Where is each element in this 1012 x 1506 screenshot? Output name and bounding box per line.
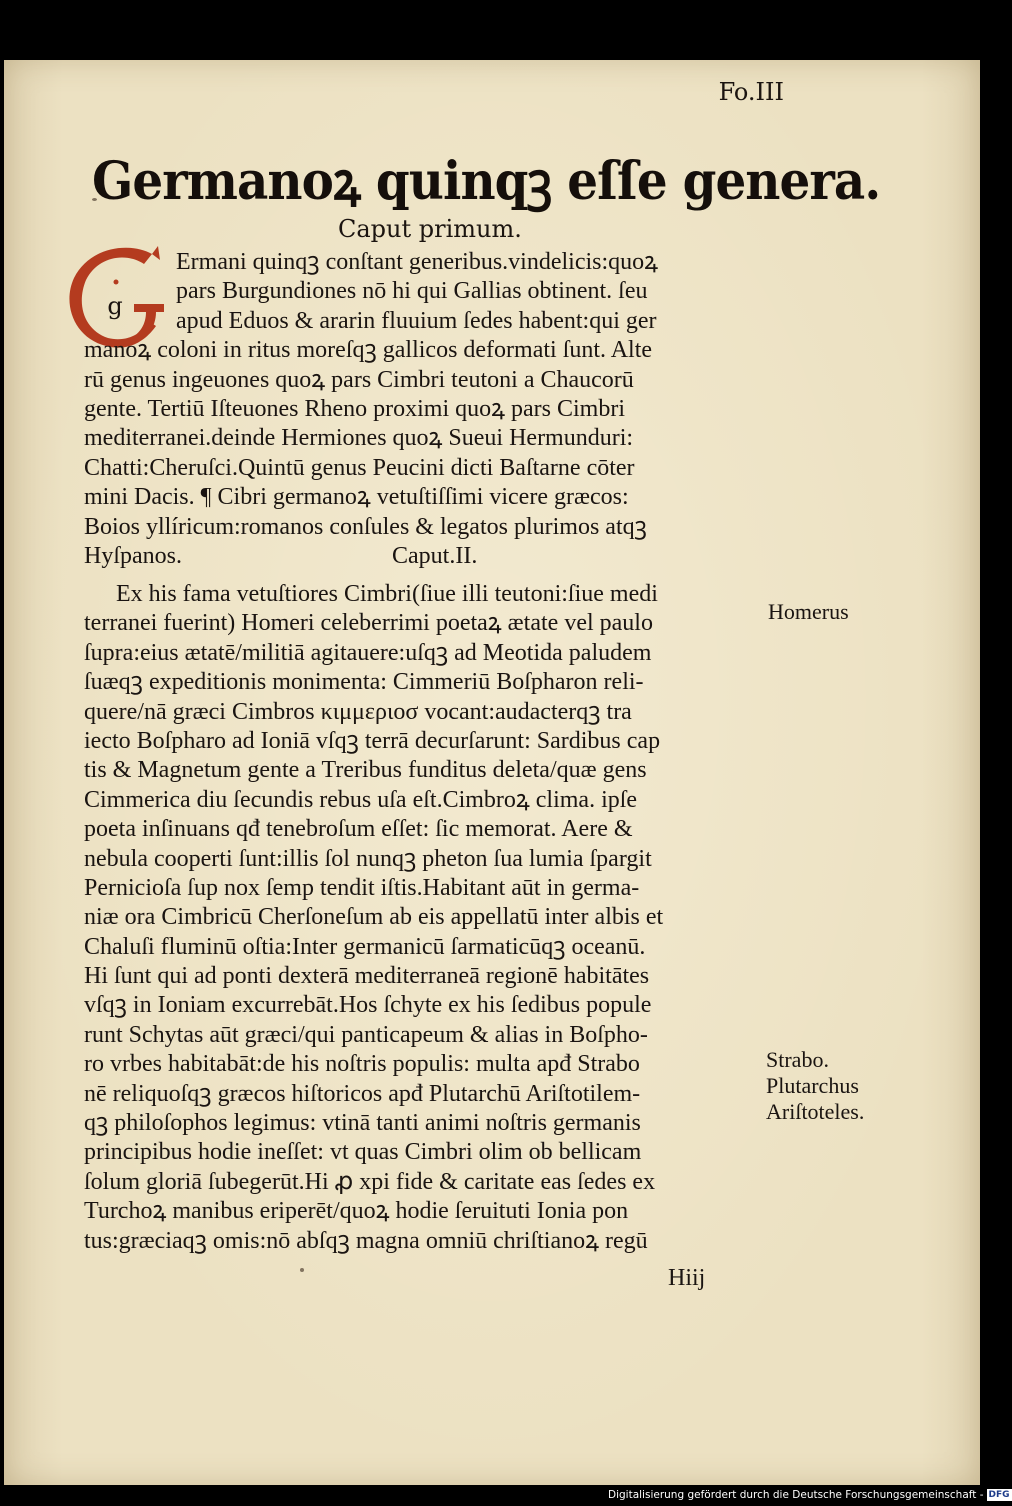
text-line: runt Schytas aūt græci/qui panticapeum & alias in Boſpho- [84, 1021, 648, 1048]
text-line: apud Eduos & ararin fluuium ſedes habent:qui ger [176, 307, 657, 334]
text-line: poeta inſinuans qđ tenebroſum eſſet: ſic memorat. Aere & [84, 816, 633, 843]
text-line: Chatti:Cheruſci.Quintū genus Peucini dicti Baſtarne cōter [84, 454, 635, 481]
text-line: ro vrbes habitabāt:de his noſtris populis: multa apđ Strabo [84, 1051, 640, 1078]
text-line: Hi ſunt qui ad ponti dexterā mediterraneā regionē habitātes [84, 963, 650, 990]
footer-text: Digitalisierung gefördert durch die Deutsche Forschungsgemeinschaft - [608, 1489, 984, 1501]
text-line: rū genus ingeuones quoꝝ pars Cimbri teutoni a Chaucorū [84, 366, 634, 393]
text-line: nebula cooperti ſunt:illis ſol nunqꝫ pheton ſua lumia ſpargit [84, 845, 652, 872]
text-line: iecto Boſpharo ad Ioniā vſqꝫ terrā decurſarunt: Sardibus cap [84, 727, 661, 754]
paragraph-two [84, 580, 784, 1256]
signature-mark: Hiij [668, 1265, 706, 1291]
text-line: niæ ora Cimbricū Cherſoneſum ab eis appellatū inter albis et [84, 904, 664, 931]
paragraph-one [84, 248, 784, 571]
text-line: pars Burgundiones nō hi qui Gallias obtinent. ſeu [176, 278, 648, 305]
text-line: Ex his fama vetuſtiores Cimbri(ſiue illi teutoni:ſiue medi [116, 581, 658, 607]
folio-number: Fo.III [718, 78, 784, 106]
text-line: nē reliquoſqꝫ græcos hiſtoricos apđ Plutarchū Ariſtotilem- [84, 1080, 641, 1107]
text-line: Ermani quinqꝫ conſtant generibus.vindelicis:quoꝝ [176, 249, 659, 275]
text-line: Cimmerica diu ſecundis rebus uſa eſt.Cimbroꝝ clima. ipſe [84, 786, 638, 813]
margin-note-strabo: Strabo. [766, 1047, 829, 1072]
text-line: Chaluſi fluminū oſtia:Inter germanicū ſarmaticūqꝫ oceanū. [84, 933, 646, 960]
chapter-one-heading: Caput primum. [338, 215, 522, 243]
text-line: tis & Magnetum gente a Treribus funditus deleta/quæ gens [84, 757, 647, 784]
text-line: ſupra:eius ætatē/militiā agitauere:uſqꝫ ad Meotida paludem [84, 639, 652, 666]
text-line: gente. Tertiū Iſteuones Rheno proximi quoꝝ pars Cimbri [84, 395, 625, 422]
ink-speck [300, 1268, 304, 1272]
text-line-end: Hyſpanos. [84, 542, 182, 569]
text-line: ſolum gloriā ſubegerūt.Hi ꝓ xpi fide & caritate eas ſedes ex [84, 1168, 656, 1195]
funding-footer [608, 1487, 1012, 1503]
initial-letter: g [107, 292, 123, 320]
text-line: principibus hodie ineſſet: vt quas Cimbri olim ob bellicam [84, 1139, 642, 1166]
margin-note-aristoteles: Ariſtoteles. [766, 1099, 865, 1124]
chapter-two-heading: Caput.II. [392, 542, 478, 569]
text-line: qꝫ philoſophos legimus: vtinā tanti animi noſtris germanis [84, 1110, 641, 1137]
text-line [84, 542, 784, 571]
text-line: ſuæqꝫ expeditionis monimenta: Cimmeriū Boſpharon reli- [84, 669, 644, 696]
text-line: vſqꝫ in Ioniam excurrebāt.Hos ſchyte ex his ſedibus popule [84, 992, 652, 1019]
text-line: tus:græciaqꝫ omis:nō abſqꝫ magna omniū chriſtianoꝝ regū [84, 1227, 648, 1254]
text-line: quere/nā græci Cimbros κιμμεριοσ vocant:audacterqꝫ tra [84, 698, 632, 725]
text-line: mini Dacis. ¶ Cibri germanoꝝ vetuſtiſſimi vicere græcos: [84, 484, 629, 511]
margin-note-plutarchus: Plutarchus [766, 1073, 859, 1098]
dfg-logo-icon: DFG [988, 1490, 1010, 1500]
text-line: Turchoꝝ manibus eriperēt/quoꝝ hodie ſeruituti Ionia pon [84, 1198, 629, 1225]
text-line: Boios yllíricum:romanos conſules & legatos plurimos atqꝫ [84, 513, 647, 540]
page-heading: Germanoꝝ quinqꝫ eſſe genera. [92, 151, 881, 212]
text-line: manoꝝ coloni in ritus moreſqꝫ gallicos deformati ſunt. Alte [84, 337, 653, 364]
text-line: Pernicioſa ſup nox ſemp tendit iſtis.Habitant aūt in germa- [84, 874, 640, 901]
margin-note-homerus: Homerus [768, 599, 849, 624]
text-line: terranei fuerint) Homeri celeberrimi poetaꝝ ætate vel paulo [84, 610, 653, 637]
text-line: mediterranei.deinde Hermiones quoꝝ Sueui Hermunduri: [84, 425, 634, 452]
